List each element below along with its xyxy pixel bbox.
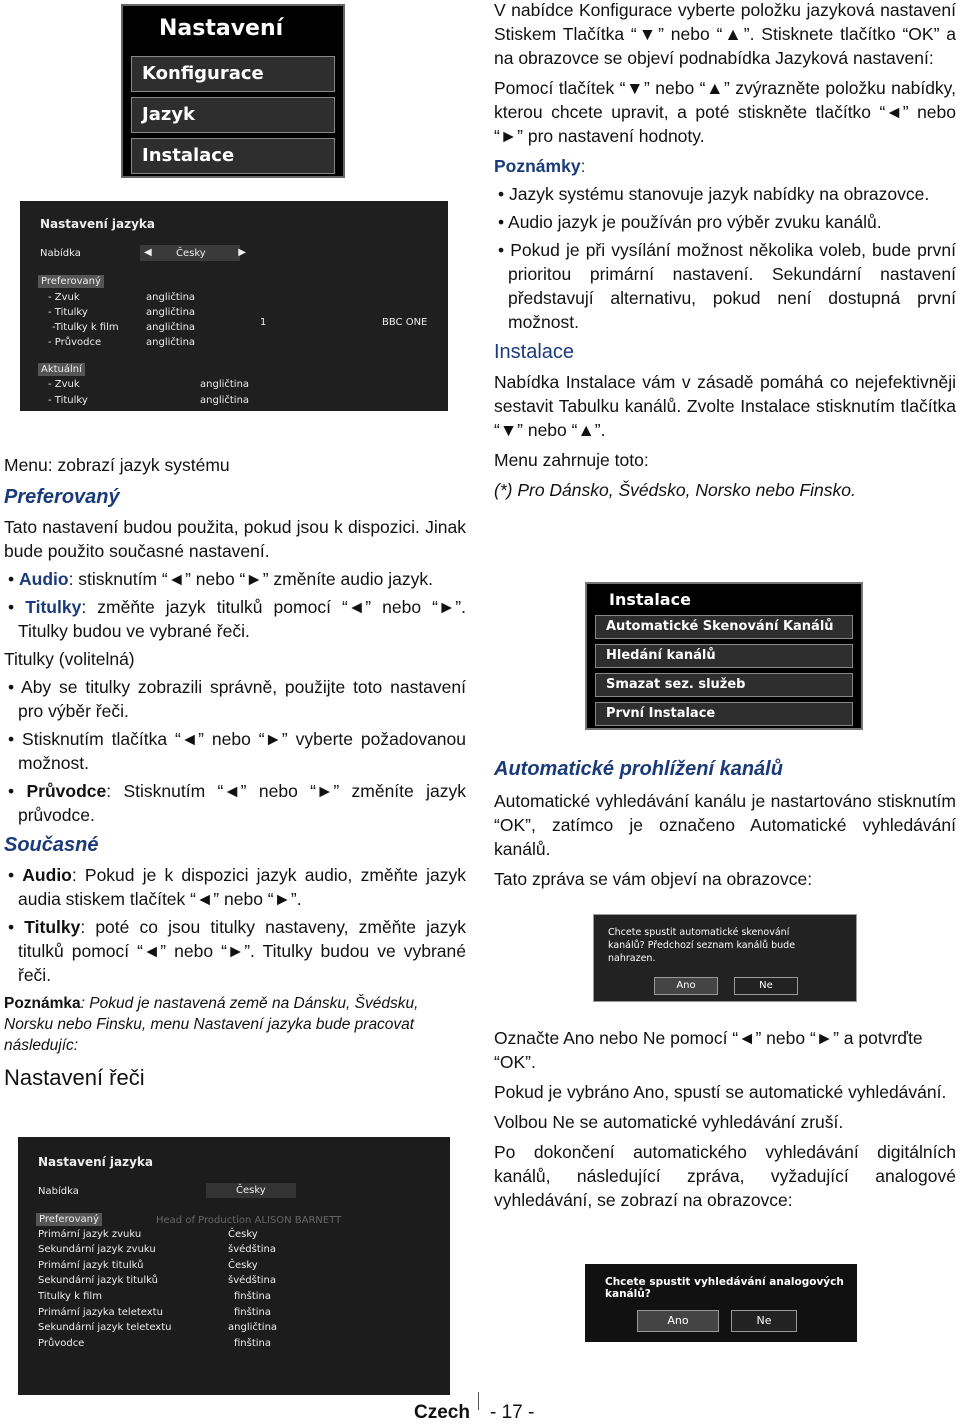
right-p6: Automatické vyhledávání kanálu je nastartováno stisknutím “OK”, zatímco je označeno Automatické vyhledávání kanálů. — [494, 791, 956, 859]
notes-label: Poznámky — [494, 156, 581, 176]
menu-item-jazyk[interactable]: Jazyk — [131, 97, 335, 133]
right-p9: Pokud je vybráno Ano, spustí se automatické vyhledávání. — [494, 1082, 947, 1102]
right-p1: V nabídce Konfigurace vyberte položku jazyková nastavení Stiskem Tlačítka “▼” nebo “▲”. Stisknete tlačítko “OK” a na obrazovce se objeví podnabídka Jazyková nastavení: — [494, 0, 956, 68]
lang2-row-value[interactable]: Česky — [228, 1229, 258, 1240]
right-p11: Po dokončení automatického vyhledávání digitálních kanálů, následující zpráva, vyžadující analogové vyhledávání, se zobrazí na obrazovce: — [494, 1142, 956, 1210]
right-p10: Volbou Ne se automatické vyhledávání zruší. — [494, 1112, 844, 1132]
bullet-titulky-label: Titulky — [25, 597, 82, 617]
note-text: : Pokud je nastavená země na Dánsku, Švédsku, Norsku nebo Finsku, menu Nastavení jazyka bude pracovat následujíc: — [4, 995, 419, 1054]
left-column — [4, 453, 466, 1092]
bullet-audio-text: : stisknutím “◄” nebo “►” změníte audio jazyk. — [68, 569, 433, 589]
menu-label: Menu — [4, 455, 48, 475]
lang2-row-label: Primární jazyka teletextu — [38, 1307, 163, 1318]
lang-menu2-title: Nastavení jazyka — [38, 1155, 154, 1169]
dialog1-line3: nahrazen. — [608, 953, 656, 964]
bullet-cur-audio-label: Audio — [22, 865, 72, 885]
yes-button[interactable]: Ano — [637, 1310, 719, 1332]
dialog2-text: Chcete spustit vyhledávání analogových kanálů? — [605, 1276, 844, 1300]
right-p4: Menu zahrnuje toto: — [494, 450, 649, 470]
background-credit: Head of Production ALISON BARNETT — [156, 1215, 342, 1226]
lang2-row-value[interactable]: Česky — [228, 1260, 258, 1271]
pref-row-label: - Průvodce — [48, 337, 102, 348]
dialog1-line1: Chcete spustit automatické skenování — [608, 927, 790, 938]
bullet-guide-text: : Stisknutím “◄” nebo “►” změníte jazyk průvodce. — [18, 781, 466, 825]
note-label: Poznámka — [4, 995, 81, 1012]
bullet-titulky-text: : změňte jazyk titulků pomocí “◄” nebo “►”. Titulky budou ve vybrané řeči. — [18, 597, 466, 641]
right-column-lower — [494, 755, 956, 891]
channel-number: 1 — [260, 317, 267, 328]
no-button[interactable]: Ne — [731, 1310, 797, 1332]
bullet-opt1: • Aby se titulky zobrazili správně, použijte toto nastavení pro výběr řeči. — [8, 677, 466, 721]
right-p5: (*) Pro Dánsko, Švédsko, Norsko nebo Finsko. — [494, 480, 856, 500]
preferred-section: Preferovaný — [38, 275, 104, 288]
lang2-row-label: Titulky k film — [38, 1291, 102, 1302]
bullet-cur-audio-text: : Pokud je k dispozici jazyk audio, změňte jazyk audia stiskem tlačítek “◄” nebo “►”. — [18, 865, 466, 909]
nabidka2-label: Nabídka — [38, 1186, 79, 1197]
menu-item-delete-services[interactable]: Smazat sez. služeb — [595, 673, 853, 697]
cur-row-label: - Zvuk — [48, 379, 80, 390]
language-settings-nordic-screenshot — [18, 1137, 450, 1395]
analog-scan-dialog-screenshot — [585, 1264, 857, 1342]
lang-menu-title: Nastavení jazyka — [40, 217, 156, 231]
bullet-cur-tit-label: Titulky — [24, 917, 81, 937]
install-menu-screenshot — [585, 582, 863, 730]
lang2-row-value[interactable]: švédština — [228, 1244, 277, 1255]
bullet-cur-tit-text: : poté co jsou titulky nastaveny, změňte jazyk titulků pomocí “◄” nebo “►”. Titulky budou ve vybrané řeči. — [18, 917, 466, 985]
bullet-guide-label: Průvodce — [26, 781, 107, 801]
menu-item-channel-search[interactable]: Hledání kanálů — [595, 644, 853, 668]
lang2-row-label: Průvodce — [38, 1338, 85, 1349]
cur-row-value: angličtina — [200, 395, 250, 406]
pref-row-value[interactable]: angličtina — [146, 307, 196, 318]
current-section: Aktuální — [38, 363, 85, 376]
lang2-row-label: Sekundární jazyk zvuku — [38, 1244, 156, 1255]
lang2-row-label: Primární jazyk titulků — [38, 1260, 144, 1271]
settings-menu-title: Nastavení — [159, 16, 284, 41]
bullet-titulky: • Titulky: změňte jazyk titulků pomocí “◄” nebo “►”. Titulky budou ve vybrané řeči. — [8, 597, 466, 641]
no-button[interactable]: Ne — [734, 977, 798, 995]
preferred2-section: Preferovaný — [36, 1213, 102, 1226]
lang2-row-label: Sekundární jazyk teletextu — [38, 1322, 172, 1333]
heading-speech: Nastavení řeči — [4, 1065, 145, 1090]
lang2-row-value[interactable]: finština — [234, 1307, 272, 1318]
heading-optional: Titulky (volitelná) — [4, 649, 135, 669]
yes-button[interactable]: Ano — [654, 977, 718, 995]
nabidka-label: Nabídka — [40, 248, 81, 259]
column-divider — [478, 1392, 479, 1410]
heading-current: Současné — [4, 834, 99, 856]
auto-scan-dialog-screenshot — [593, 914, 857, 1002]
note — [4, 993, 466, 1056]
menu-item-instalace[interactable]: Instalace — [131, 138, 335, 174]
bullet-cur-audio: • Audio: Pokud je k dispozici jazyk audio, změňte jazyk audia stiskem tlačítek “◄” nebo “►”. — [8, 865, 466, 909]
right-p3: Nabídka Instalace vám v zásadě pomáhá co nejefektivněji sestavit Tabulku kanálů. Zvolte Instalace stisknutím tlačítka “▼” nebo “▲”. — [494, 372, 956, 440]
menu-item-first-install[interactable]: První Instalace — [595, 702, 853, 726]
lang2-row-value[interactable]: finština — [234, 1338, 272, 1349]
notes-heading — [494, 154, 956, 178]
right-column-bottom — [494, 1026, 956, 1212]
note-1: • Jazyk systému stanovuje jazyk nabídky na obrazovce. — [498, 184, 930, 204]
notes-colon: : — [580, 156, 586, 176]
dialog1-line2: kanálů? Předchozí seznam kanálů bude — [608, 940, 796, 951]
nabidka-value-text: Česky — [176, 248, 206, 259]
lang2-row-label: Sekundární jazyk titulků — [38, 1275, 158, 1286]
note-1-text: Jazyk systému stanovuje jazyk nabídky na obrazovce. — [509, 184, 930, 204]
menu-text: : zobrazí jazyk systému — [47, 455, 230, 475]
right-p7: Tato zpráva se vám objeví na obrazovce: — [494, 869, 813, 889]
bullet-cur-tit: • Titulky: poté co jsou titulky nastaveny, změňte jazyk titulků pomocí “◄” nebo “►”. Titulky budou ve vybrané řeči. — [8, 917, 466, 985]
menu-item-auto-scan[interactable]: Automatické Skenování Kanálů — [595, 615, 853, 639]
pref-row-label: -Titulky k film — [52, 322, 119, 333]
bullet-audio: • Audio: stisknutím “◄” nebo “►” změníte audio jazyk. — [8, 569, 433, 589]
bullet-opt2-text: Stisknutím tlačítka “◄” nebo “►” vyberte požadovanou možnost. — [18, 729, 466, 773]
lang2-row-value[interactable]: angličtina — [228, 1322, 278, 1333]
right-arrow-icon: ▶ — [238, 247, 246, 258]
right-p2: Pomocí tlačítek “▼” nebo “▲” zvýrazněte položku nabídky, kterou chcete upravit, a poté stiskněte tlačítko “◄” nebo “►” pro nastavení hodnoty. — [494, 78, 956, 146]
note-2: • Audio jazyk je používán pro výběr zvuku kanálů. — [498, 212, 882, 232]
pref-row-label: - Titulky — [48, 307, 88, 318]
note-3-text: Pokud je při vysílání možnost několika voleb, bude první prioritou primární nastavení. Sekundární nastavení představují alternativu, pokud není dostupná první možnost. — [508, 240, 956, 332]
heading-auto-scan: Automatické prohlížení kanálů — [494, 758, 783, 780]
menu-item-konfigurace[interactable]: Konfigurace — [131, 56, 335, 92]
lang2-row-label: Primární jazyk zvuku — [38, 1229, 142, 1240]
pref-row-value[interactable]: angličtina — [146, 337, 196, 348]
cur-row-value: angličtina — [200, 379, 250, 390]
cur-row-label: - Titulky — [48, 395, 88, 406]
right-column — [494, 0, 956, 502]
nabidka-value[interactable] — [140, 245, 246, 261]
heading-preferred: Preferovaný — [4, 486, 120, 508]
install-menu-title: Instalace — [609, 590, 691, 609]
pref-row-value[interactable]: angličtina — [146, 322, 196, 333]
heading-install: Instalace — [494, 341, 575, 363]
note-2-text: Audio jazyk je používán pro výběr zvuku kanálů. — [508, 212, 882, 232]
language-settings-screenshot — [20, 201, 448, 411]
channel-name: BBC ONE — [382, 317, 428, 328]
left-arrow-icon: ◀ — [144, 247, 152, 258]
right-p8: Označte Ano nebo Ne pomocí “◄” nebo “►” a potvrďte “OK”. — [494, 1028, 923, 1072]
note-3: • Pokud je při vysílání možnost několika voleb, bude první prioritou primární nastavení. Sekundární nastavení představují alternativu, pokud není dostupná první možnost. — [498, 240, 956, 332]
bullet-guide: • Průvodce: Stisknutím “◄” nebo “►” změníte jazyk průvodce. — [8, 781, 466, 825]
bullet-opt1-text: Aby se titulky zobrazili správně, použijte toto nastavení pro výběr řeči. — [18, 677, 466, 721]
pref-paragraph: Tato nastavení budou použita, pokud jsou k dispozici. Jinak bude použito současné nastavení. — [4, 517, 466, 561]
footer-page-number: - 17 - — [490, 1402, 535, 1423]
lang2-row-value[interactable]: finština — [234, 1291, 272, 1302]
bullet-opt2: • Stisknutím tlačítka “◄” nebo “►” vyberte požadovanou možnost. — [8, 729, 466, 773]
footer-language: Czech — [414, 1402, 470, 1423]
pref-row-value[interactable]: angličtina — [146, 292, 196, 303]
settings-menu-screenshot — [121, 4, 345, 178]
bullet-audio-label: Audio — [19, 569, 69, 589]
pref-row-label: - Zvuk — [48, 292, 80, 303]
lang2-row-value[interactable]: švédština — [228, 1275, 277, 1286]
nabidka2-value[interactable]: Česky — [206, 1183, 296, 1198]
